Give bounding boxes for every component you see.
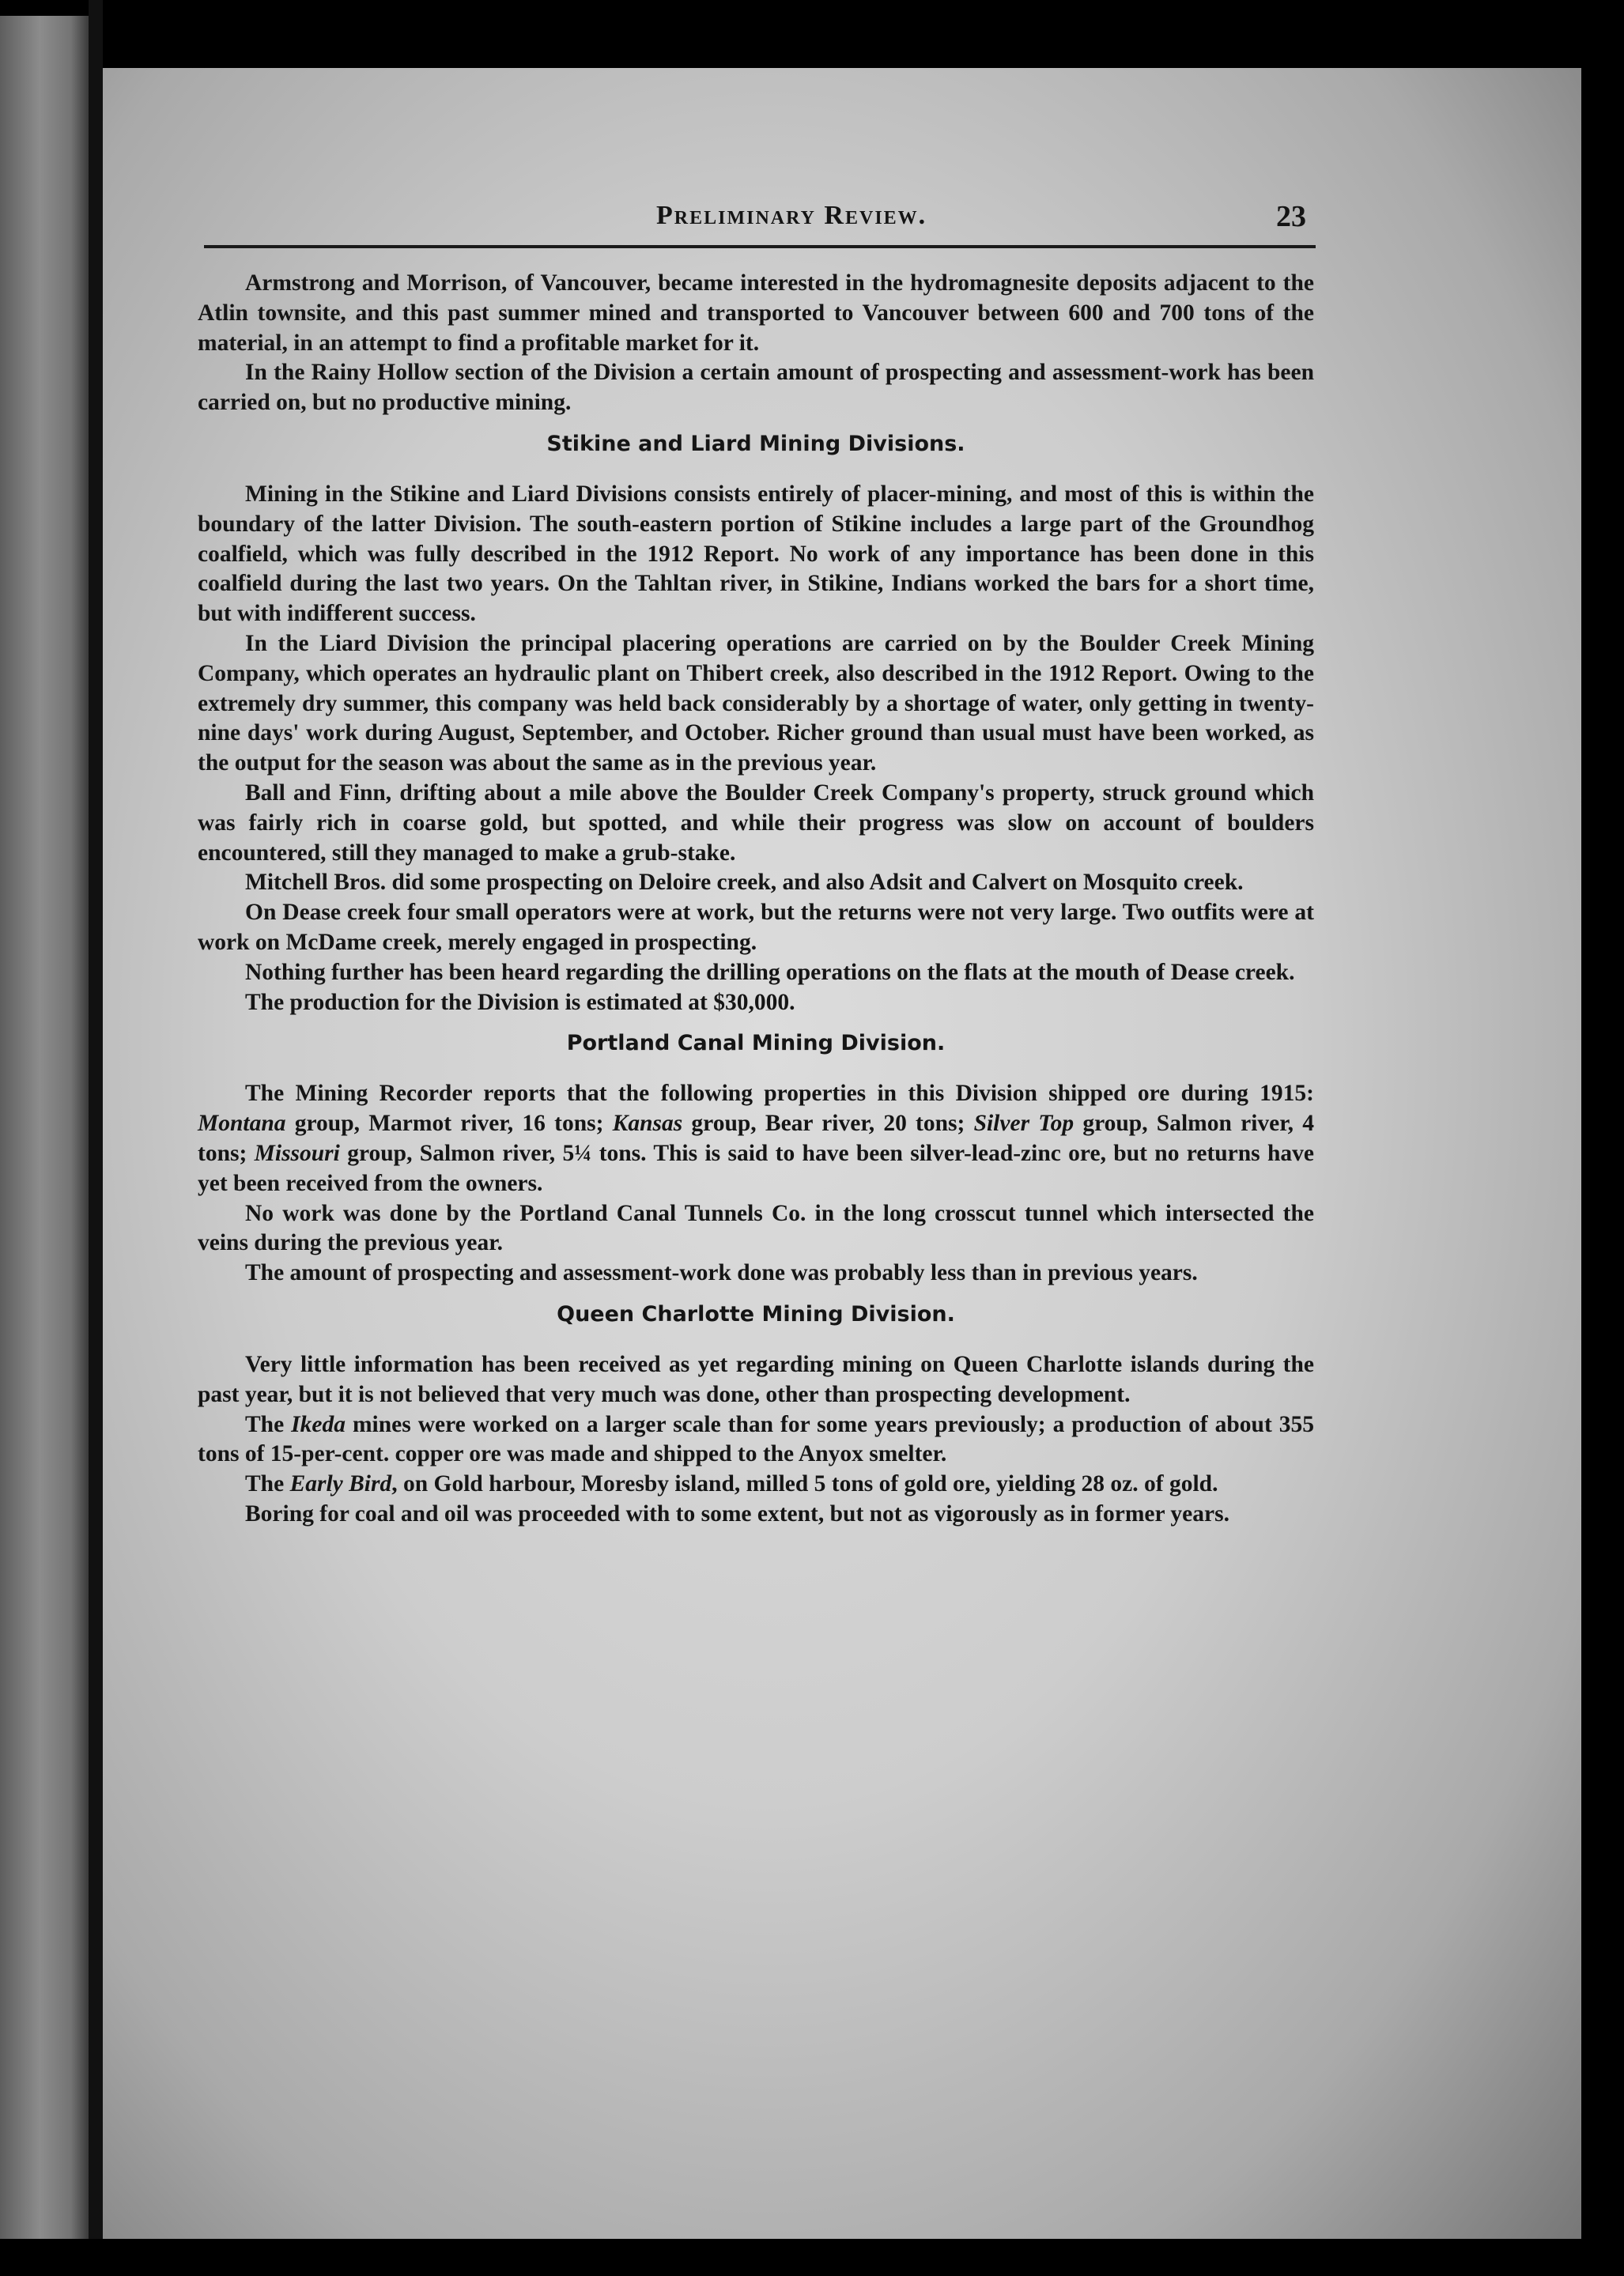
section-queen-charlotte bbox=[198, 1300, 1314, 1530]
paragraph: Mining in the Stikine and Liard Divisions consists entirely of placer-mining, and most of this is within the boundary of the latter Division. The south-eastern portion of Stikine includes a large part of the Groundhog coalfield, which was fully described in the 1912 Report. No work of any importance has been done in this coalfield during the last two years. On the Tahltan river, in Stikine, Indians worked the bars for a short time, but with indifferent success. bbox=[198, 481, 1314, 627]
facing-page-edge bbox=[0, 16, 89, 2239]
paragraph: Very little information has been received as yet regarding mining on Queen Charlotte islands during the past year, but it is not believed that very much was done, other than prospecting development. bbox=[198, 1351, 1314, 1407]
section-portland-canal bbox=[198, 1029, 1314, 1289]
paragraph: The production for the Division is estimated at $30,000. bbox=[245, 989, 795, 1015]
page-number: 23 bbox=[1276, 200, 1306, 233]
scan-frame-top bbox=[0, 0, 1624, 68]
section-heading: Queen Charlotte Mining Division. bbox=[557, 1301, 955, 1327]
paragraph: Mitchell Bros. did some prospecting on Deloire creek, and also Adsit and Calvert on Mosquito creek. bbox=[245, 870, 1244, 896]
header-rule bbox=[204, 245, 1316, 248]
paragraph: In the Liard Division the principal placering operations are carried on by the Boulder Creek Mining Company, which operates an hydraulic plant on Thibert creek, also described in the 1912 Report. Owing to the extremely dry summer, this company was held back considerably by a shortage of water, only getting in twenty-nine days' work during August, September, and October. Richer ground than usual must have been worked, as the output for the season was about the same as in the previous year. bbox=[198, 630, 1314, 776]
paragraph: The Mining Recorder reports that the following properties in this Division shipped ore during 1915: Montana group, Marmot river, 16 tons; Kansas group, Bear river, 20 tons; Silver Top group, Salmon river, 4 tons; Missouri group, Salmon river, 5¼ tons. This is said to have been silver-lead-zinc ore, but no returns have yet been received from the owners. bbox=[198, 1081, 1314, 1196]
paragraph: The Early Bird, on Gold harbour, Moresby island, milled 5 tons of gold ore, yielding 28 oz. of gold. bbox=[245, 1471, 1218, 1497]
paragraph: Armstrong and Morrison, of Vancouver, became interested in the hydromagnesite deposits adjacent to the Atlin townsite, and this past summer mined and transported to Vancouver between 600 and 700 tons of the material, in an attempt to find a profitable market for it. bbox=[198, 270, 1314, 356]
section-heading: Portland Canal Mining Division. bbox=[566, 1031, 946, 1056]
scan-frame-right bbox=[1581, 0, 1624, 2276]
scan-frame-bottom bbox=[0, 2239, 1624, 2276]
paragraph: On Dease creek four small operators were at work, but the returns were not very large. Two outfits were at work on McDame creek, merely engaged in prospecting. bbox=[198, 900, 1314, 955]
section-atlin bbox=[198, 269, 1314, 418]
section-stikine-liard bbox=[198, 429, 1314, 1017]
paragraph: The amount of prospecting and assessment-work done was probably less than in previous years. bbox=[245, 1260, 1198, 1286]
paragraph: Ball and Finn, drifting about a mile above the Boulder Creek Company's property, struck ground which was fairly rich in coarse gold, but spotted, and while their progress was slow on account of boulders encountered, still they managed to make a grub-stake. bbox=[198, 779, 1314, 866]
running-head: Preliminary Review. bbox=[656, 201, 927, 230]
paragraph: The Ikeda mines were worked on a larger scale than for some years previously; a production of about 355 tons of 15-per-cent. copper ore was made and shipped to the Anyox smelter. bbox=[198, 1411, 1315, 1467]
section-heading: Stikine and Liard Mining Divisions. bbox=[546, 431, 965, 456]
paragraph: Nothing further has been heard regarding the drilling operations on the flats at the mouth of Dease creek. bbox=[245, 959, 1295, 985]
paragraph: In the Rainy Hollow section of the Division a certain amount of prospecting and assessment-work has been carried on, but no productive mining. bbox=[198, 360, 1314, 416]
page-header bbox=[204, 201, 1316, 248]
book-gutter bbox=[89, 0, 103, 2276]
paragraph: Boring for coal and oil was proceeded with to some extent, but not as vigorously as in former years. bbox=[245, 1500, 1229, 1527]
paragraph: No work was done by the Portland Canal Tunnels Co. in the long crosscut tunnel which intersected the veins during the previous year. bbox=[198, 1200, 1314, 1256]
document-body bbox=[198, 269, 1314, 1530]
